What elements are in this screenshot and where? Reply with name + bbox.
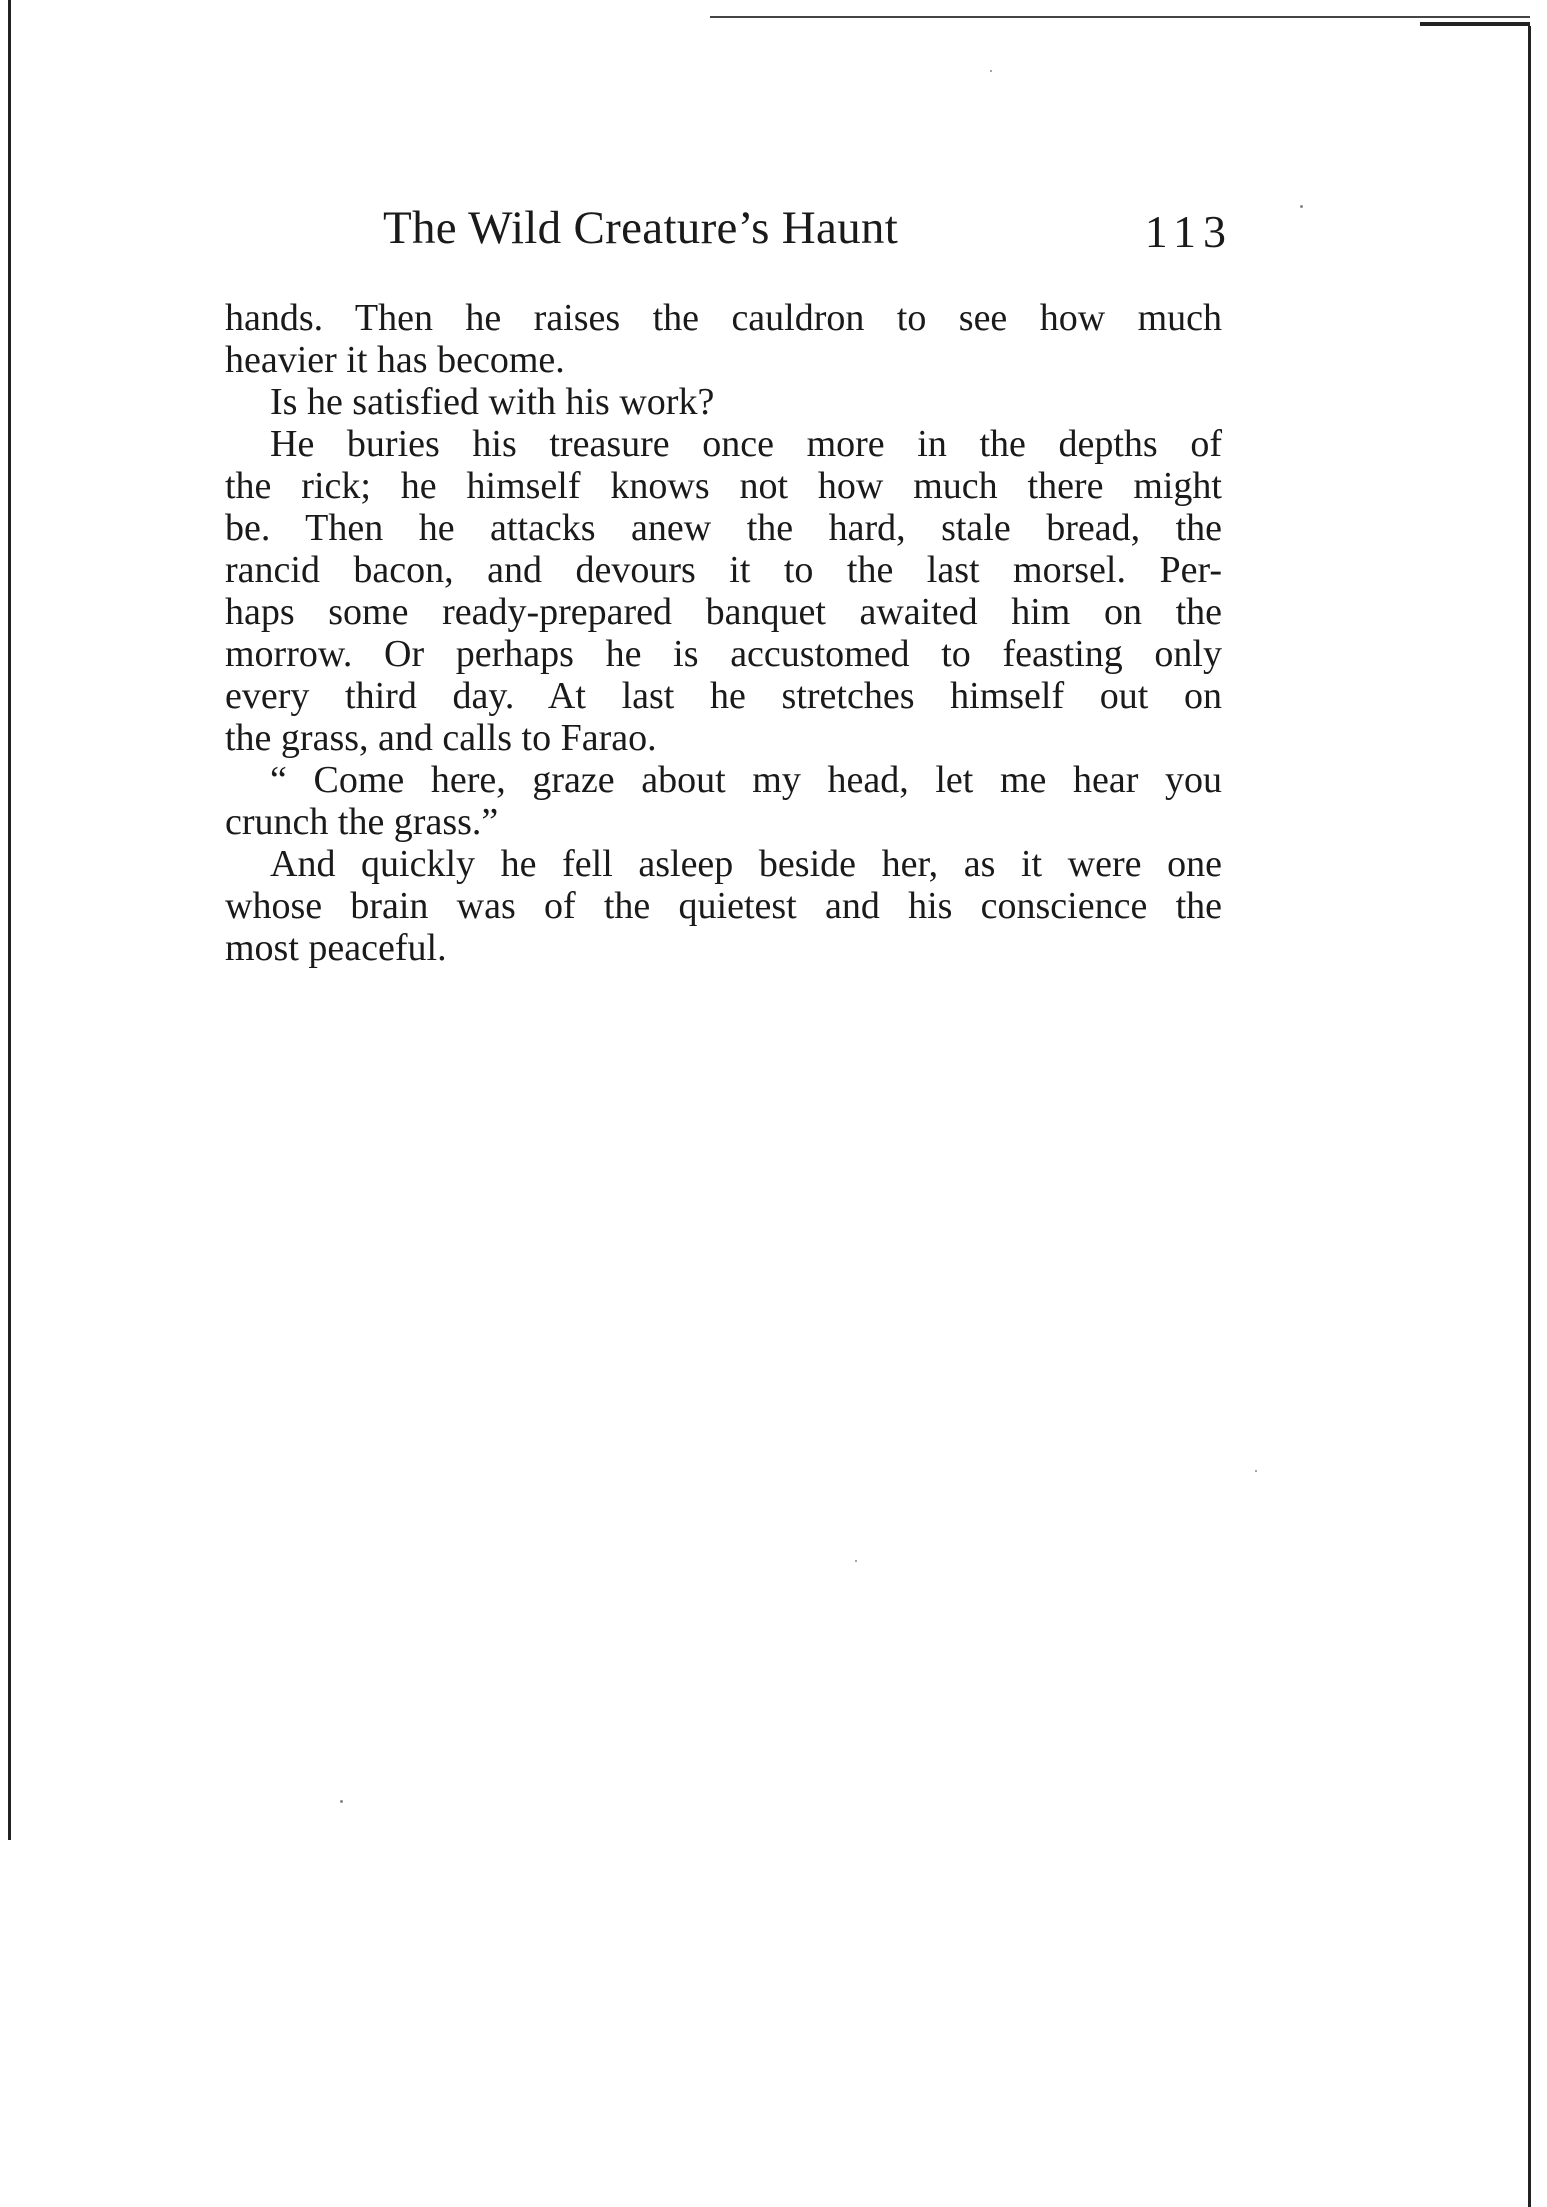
text-line: every third day. At last he stretches himself out on [225,675,1222,717]
text-line: haps some ready-prepared banquet awaited him on the [225,591,1222,633]
scan-speck [1300,205,1303,208]
text-line: crunch the grass.” [225,801,499,843]
scan-speck [1255,1470,1257,1472]
text-line: Is he satisfied with his work? [270,381,715,423]
text-line: morrow. Or perhaps he is accustomed to feasting only [225,633,1222,675]
body-text [225,297,1222,969]
running-head [383,198,1233,258]
running-title: The Wild Creature’s Haunt [383,202,899,254]
scan-speck [340,1800,343,1803]
text-line: And quickly he fell asleep beside her, as it were one [270,843,1222,885]
text-line: the grass, and calls to Farao. [225,717,657,759]
scan-speck [855,1560,857,1562]
scan-speck [990,70,992,72]
text-line: hands. Then he raises the cauldron to see how much [225,297,1222,339]
text-line: the rick; he himself knows not how much there might [225,465,1222,507]
text-line: most peaceful. [225,927,447,969]
page-number: 113 [1144,206,1233,257]
scan-edge-left [8,0,11,1840]
scan-edge-top [710,16,1530,18]
scan-edge-right [1528,26,1531,2207]
text-line: be. Then he attacks anew the hard, stale bread, the [225,507,1222,549]
scan-edge-top-corner [1420,22,1530,26]
text-line: heavier it has become. [225,339,565,381]
text-line: whose brain was of the quietest and his conscience the [225,885,1222,927]
text-line: “ Come here, graze about my head, let me hear you [270,759,1222,801]
text-line: rancid bacon, and devours it to the last morsel. Per- [225,549,1222,591]
text-line: He buries his treasure once more in the depths of [270,423,1222,465]
